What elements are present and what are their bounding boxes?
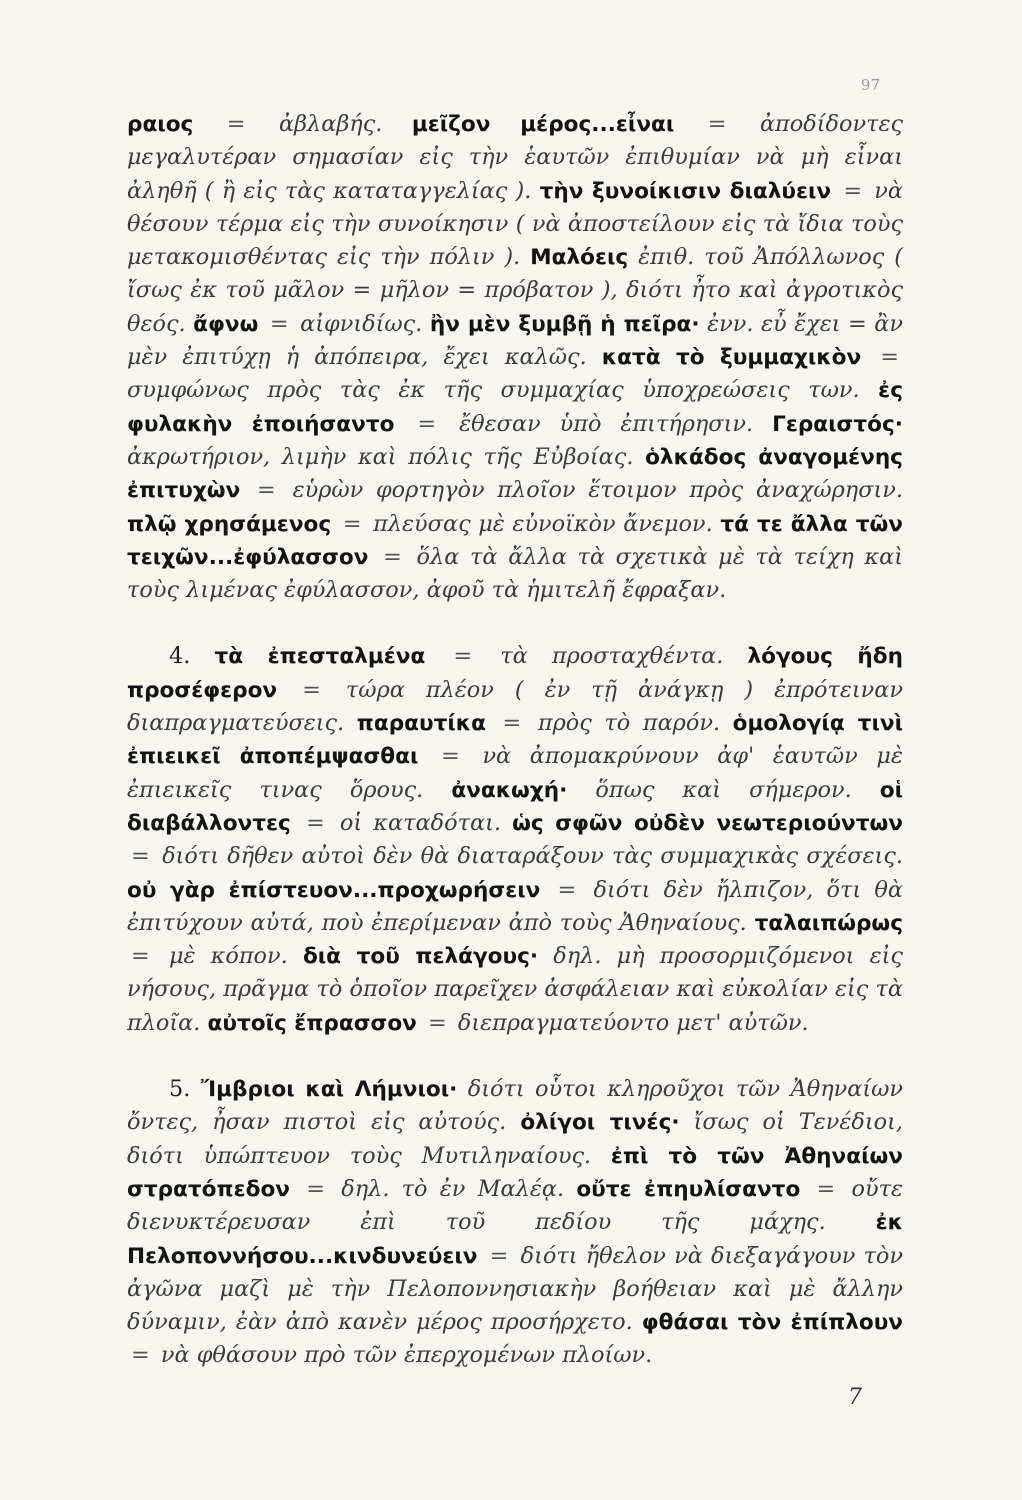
lemma-term: ἀνακωχή· — [451, 777, 568, 803]
gloss-text: ἀκρωτήριον, λιμὴν καὶ πόλις τῆς Εὐβοίας. — [127, 443, 634, 470]
gloss-text: τώρα πλέον ( ἐν τῇ ἀνάγκῃ ) ἐπρότειναν διαπραγματεύσεις. — [127, 676, 904, 737]
lemma-term: ραιος — [127, 112, 194, 137]
gloss-text: διότι ἤθελον νὰ διεξαγάγουν τὸν ἀγῶνα μαζὶ μὲ τὴν Πελοποννησιακὴν βοήθειαν καὶ μὲ ἄλλην δύναμιν, ἐὰν ἀπὸ κανὲν μέρος προσήρχετο. — [127, 1242, 903, 1336]
gloss-text: δηλ. μὴ προσορμιζόμενοι εἰς νήσους, πρᾶγμα τὸ ὁποῖον παρεῖχεν ἀσφάλειαν καὶ εὐκολίαν εἰς τὰ πλοῖα. — [127, 943, 903, 1036]
gloss-text: ἐπιθ. τοῦ Ἀπόλλωνος ( ἴσως ἐκ τοῦ μᾶλον = μῆλον = πρόβατον ), διότι ἦτο καὶ ἀγροτικὸς θεός. — [127, 244, 903, 337]
gloss-text: αἰφνιδίως. — [300, 310, 423, 337]
equals-sign: = — [226, 111, 246, 137]
equals-sign: = — [816, 1175, 836, 1202]
lemma-term: ὡς σφῶν οὐδὲν νεωτεριούντων — [512, 810, 904, 836]
lemma-term: ἐς φυλακὴν ἐποιήσαντο — [127, 378, 903, 437]
equals-sign: = — [502, 710, 522, 737]
equals-sign: = — [428, 1009, 447, 1036]
lemma-term: λόγους ἤδη προσέφερον — [127, 644, 903, 703]
equals-sign: = — [417, 410, 437, 437]
equals-sign: = — [131, 943, 150, 970]
equals-sign: = — [306, 1175, 325, 1202]
gloss-text: μὲ κόπον. — [168, 943, 288, 970]
gloss-text: εὑρὼν φορτηγὸν πλοῖον ἕτοιμον πρὸς ἀναχώρησιν. — [292, 477, 904, 504]
lemma-term: φθάσαι τὸν ἐπίπλουν — [641, 1310, 903, 1336]
gloss-text: ἔθεσαν ὑπὸ ἐπιτήρησιν. — [459, 410, 754, 437]
gloss-text: διότι δὲν ἤλπιζον, ὅτι θὰ ἐπιτύχουν αὐτά, ποὺ ἐπερίμεναν ἀπὸ τοὺς Ἀθηναίους. — [127, 876, 903, 936]
equals-sign: = — [383, 543, 402, 570]
lemma-term: αὐτοῖς ἔπρασσον — [207, 1010, 417, 1036]
lemma-term: Μαλόεις — [530, 245, 629, 271]
equals-sign: = — [269, 310, 289, 337]
gloss-text: νὰ φθάσουν πρὸ τῶν ἐπερχομένων πλοίων. — [160, 1342, 653, 1369]
gloss-text: νὰ ἀπομακρύνουν ἀφ' ἑαυτῶν μὲ ἐπιεικεῖς τινας ὅρους. — [127, 743, 903, 803]
gloss-text: δηλ. τὸ ἐν Μαλέᾳ. — [341, 1175, 565, 1202]
lemma-term: ὁμολογίᾳ τινὶ ἐπιεικεῖ ἀποπέμψασθαι — [127, 711, 903, 770]
gloss-text: ἴσως οἱ Τενέδιοι, διότι ὑπώπτευον τοὺς Μυτιληναίους. — [127, 1109, 903, 1169]
gloss-text: οἱ καταδόται. — [339, 809, 501, 836]
gloss-text: τὰ προσταχθέντα. — [500, 643, 724, 670]
equals-sign: = — [342, 510, 362, 537]
gloss-text: συμφώνως πρὸς τὰς ἐκ τῆς συμμαχίας ὑποχρεώσεις των. — [127, 377, 860, 404]
commentary-paragraph — [127, 640, 903, 1040]
section-number: 4. — [169, 643, 191, 670]
gloss-text: ἐνν. εὖ ἔχει = ἂν μὲν ἐπιτύχῃ ἡ ἀπόπειρα, ἔχει καλῶς. — [127, 310, 904, 371]
lemma-term: οὔτε ἐπηυλίσαντο — [576, 1176, 801, 1202]
equals-sign: = — [489, 1242, 509, 1269]
equals-sign: = — [453, 643, 473, 670]
lemma-term: διὰ τοῦ πελάγους· — [302, 944, 539, 970]
lemma-term: ὀλίγοι τινές· — [520, 1110, 680, 1136]
gloss-text: ἀποδίδοντες μεγαλυτέραν σημασίαν εἰς τὴν ἑαυτῶν ἐπιθυμίαν νὰ μὴ εἶναι ἀληθῆ ( ἢ εἰς τὰς καταταγγελίας ). — [127, 111, 904, 204]
equals-sign: = — [707, 111, 727, 137]
lemma-term: παραυτίκα — [356, 711, 486, 737]
commentary-body — [127, 108, 903, 1373]
lemma-term: ἄφνω — [193, 311, 259, 337]
equals-sign: = — [257, 477, 276, 504]
equals-sign: = — [880, 344, 899, 371]
lemma-term: ἐκ Πελοποννήσου...κινδυνεύειν — [127, 1210, 903, 1269]
lemma-term: οὐ γὰρ ἐπίστευον...προχωρήσειν — [127, 877, 541, 903]
lemma-term: τὴν ξυνοίκισιν διαλύειν — [539, 178, 832, 204]
equals-sign: = — [302, 676, 321, 703]
equals-sign: = — [557, 876, 577, 903]
page-number: 97 — [860, 76, 880, 94]
lemma-term: τὰ ἐπεσταλμένα — [214, 644, 426, 670]
equals-sign: = — [306, 809, 325, 836]
gloss-text: διότι δῆθεν αὐτοὶ δὲν θὰ διαταράξουν τὰς συμμαχικὰς σχέσεις. — [162, 843, 903, 870]
lemma-term: Γεραιστός· — [772, 411, 903, 437]
lemma-term: τά τε ἄλλα τῶν τειχῶν...ἐφύλασσον — [127, 511, 903, 570]
lemma-term: ἢν μὲν ξυμβῇ ἡ πεῖρα· — [429, 311, 700, 337]
gloss-text: ὅπως καὶ σήμερον. — [595, 776, 852, 803]
gloss-text: πρὸς τὸ παρόν. — [537, 710, 721, 737]
gloss-text: ὅλα τὰ ἄλλα τὰ σχετικὰ μὲ τὰ τείχη καὶ τοὺς λιμένας ἐφύλασσον, ἀφοῦ τὰ ἡμιτελῆ ἔφραξαν. — [127, 543, 904, 604]
lemma-term: κατὰ τὸ ξυμμαχικὸν — [601, 345, 862, 371]
lemma-term: μεῖζον μέρος...εἶναι — [411, 112, 675, 137]
lemma-term: πλῷ χρησάμενος — [127, 511, 332, 537]
gloss-text: οὔτε διενυκτέρευσαν ἐπὶ τοῦ πεδίου τῆς μάχης. — [127, 1175, 904, 1236]
signature-mark: 7 — [848, 1385, 862, 1410]
commentary-paragraph — [127, 1073, 903, 1373]
lemma-term: ὁλκάδος ἀναγομένης ἐπιτυχὼν — [127, 444, 903, 504]
equals-sign: = — [131, 1342, 150, 1369]
lemma-term: οἱ διαβάλλοντες — [127, 777, 904, 836]
lemma-term: ταλαιπώρως — [754, 910, 903, 936]
gloss-text: νὰ θέσουν τέρμα εἰς τὴν συνοίκησιν ( νὰ ἀποστείλουν εἰς τὰ ἴδια τοὺς μετακομισθέντας εἰς τὴν πόλιν ). — [127, 177, 904, 271]
equals-sign: = — [441, 743, 460, 770]
gloss-text: διεπραγματεύοντο μετ' αὐτῶν. — [457, 1009, 809, 1036]
lemma-term: ἐπὶ τὸ τῶν Ἀθηναίων στρατόπεδον — [127, 1143, 903, 1202]
lemma-term: Ἴμβριοι καὶ Λήμνιοι· — [200, 1077, 458, 1103]
gloss-text: διότι οὗτοι κληροῦχοι τῶν Ἀθηναίων ὄντες, ἦσαν πιστοὶ εἰς αὐτούς. — [127, 1076, 903, 1136]
equals-sign: = — [131, 843, 150, 870]
section-number: 5. — [169, 1076, 191, 1103]
commentary-paragraph — [127, 108, 903, 607]
equals-sign: = — [843, 177, 863, 204]
gloss-text: πλεύσας μὲ εὐνοϊκὸν ἄνεμον. — [373, 510, 713, 537]
gloss-text: ἀβλαβής. — [278, 111, 383, 137]
